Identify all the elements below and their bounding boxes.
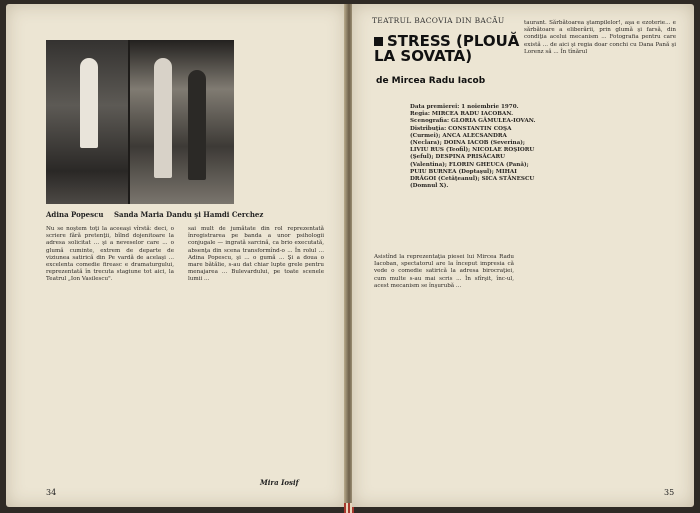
left-column-1: Nu se noştem toţi la aceeaşi vîrstă: deci, o scriere fără pretenţii, bîlnd dojenitoare la adresa solicitat ... şi a neveselor care ... o glumă cuminte, extrem de departe de viziunea satirică din Pe vardă de acelaşi ... excelenta comedie fireasc e dramaturgului, reprezentată în trecuta stagiune tot aici, la Teatrul „Ion Vasilescu". <box>46 226 174 283</box>
figure-adina <box>80 58 98 148</box>
left-column-2: sai mult de jumătate din rol reprezentată înregistrarea pe banda a unor psihologii conjugale — ingrată sarcină, ca brio executată, absenţa din scena transformînd-o ... În rolul ... Adina Popescu, şi ... o gumă ... Şi a doua o mare bătălie, s-au dat chiar lupte grele pentru menajarea ... Bulevardului, pe toate scenele lumii ... <box>188 226 324 283</box>
signature: Mira Iosif <box>260 478 299 487</box>
byline: de Mircea Radu Iacob <box>376 76 486 86</box>
right-column-1: Asistînd la reprezentaţia piesei lui Mircea Radu Iacoban, spectatorul are la început impresia că vede o comedie satirică la adresa birocraţiei, cum multe s-au mai scris ... În sfîrşit, înc-ul, acest mecanism se înşurubă ... <box>374 254 514 289</box>
page-number-right: 35 <box>664 488 675 497</box>
caption-sanda: Sanda Maria Dandu şi Hamdi Cerchez <box>114 210 264 219</box>
figure-woman <box>154 58 172 178</box>
photo-actors-right <box>130 40 234 204</box>
theatre-name: TEATRUL BACOVIA DIN BACĂU <box>372 16 505 25</box>
headline <box>374 34 524 64</box>
caption-adina: Adina Popescu <box>46 210 104 219</box>
right-column-2: taurant. Sărbătoarea ştampilelor!, aşa e ezoterie... e sărbătoare a eliberării, prin glumă şi farsă, din condiţia acelui mecanism ... Fotografia pentru care există ... de aici şi regia doar conchi cu Dana Pană şi Lorenz să ... În tînărul <box>524 20 676 55</box>
left-page <box>6 4 346 507</box>
figure-man <box>188 70 206 180</box>
square-bullet-icon <box>374 37 383 46</box>
photo-left <box>46 40 234 204</box>
photo-actress-left <box>46 40 128 204</box>
credits-block: Data premierei: 1 noiembrie 1970. Regia: MIRCEA RADU IACOBAN. Scenografia: GLORIA GĂMULEA-IOVAN. Distribuţia: CONSTANTIN COŞA (Curmei); ANCA ALECSANDRA (Neclara); DOINA IACOB (Severina); LIVIU RUS (Teofil); NICOLAE ROŞIORU (Şeful); DESPINA PRISĂCARU (Valentina); FLORIN GHEUCA (Pană); PUIU BURNEA (Doptaşul); MIHAI DRĂGOI (Cetăţeanul); SICA STĂNESCU (Domnul X). <box>410 104 536 190</box>
page-number-left: 34 <box>46 488 57 497</box>
right-page <box>352 4 694 507</box>
headline-text: STRESS (PLOUĂ LA SOVATA) <box>374 32 520 65</box>
